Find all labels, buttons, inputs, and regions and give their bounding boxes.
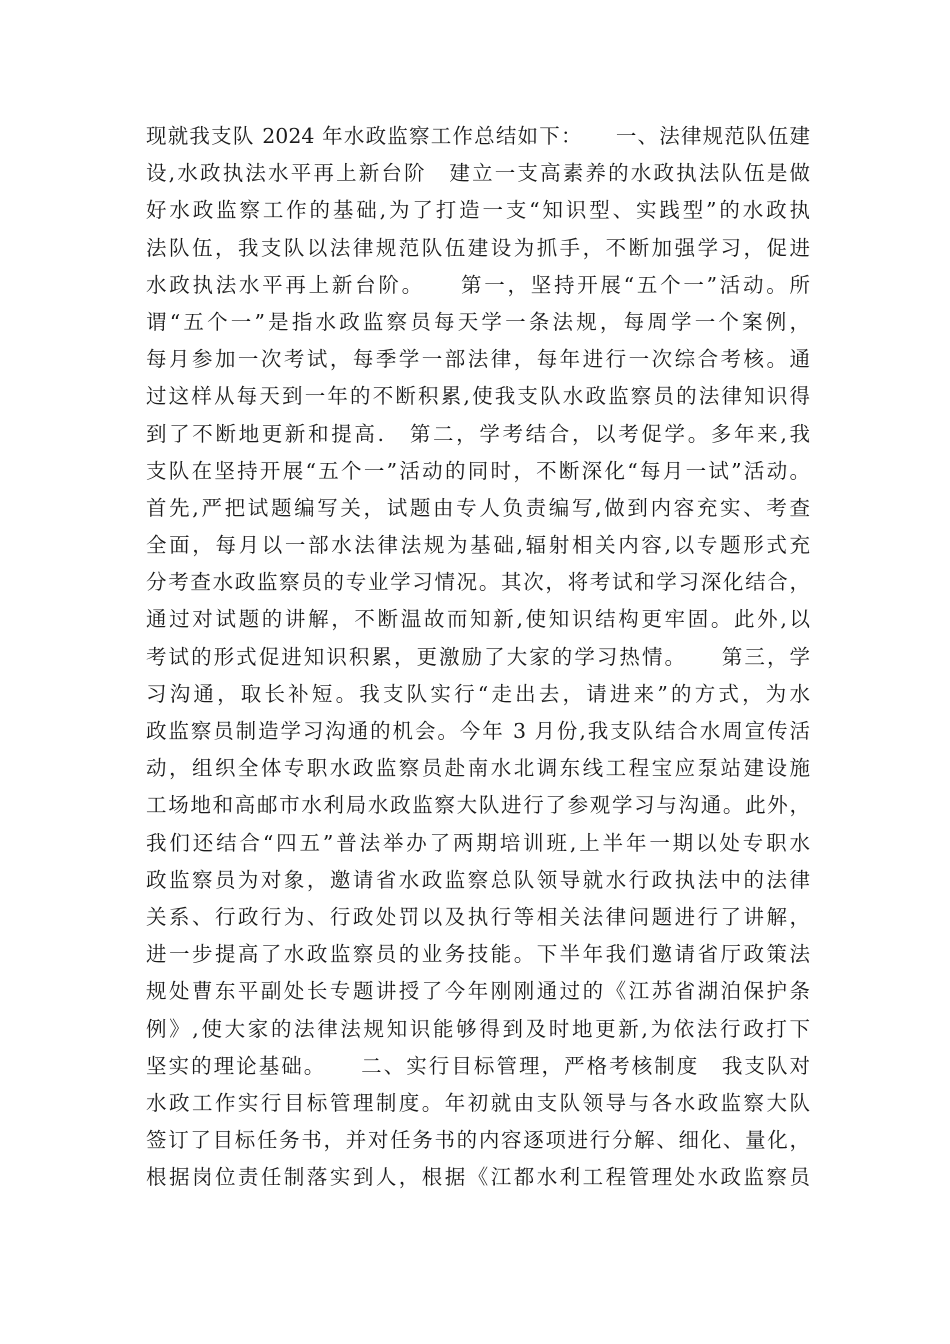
text-line: 签订了目标任务书，并对任务书的内容逐项进行分解、细化、量化， xyxy=(146,1128,810,1153)
text-line: 到了不断地更新和提高. 第二，学考结合，以考促学。多年来,我 xyxy=(146,421,810,446)
text-line: 政监察员制造学习沟通的机会。今年 3 月份,我支队结合水周宣传活 xyxy=(146,719,810,743)
text-line: 例》,使大家的法律法规知识能够得到及时地更新,为依法行政打下 xyxy=(146,1016,810,1041)
text-line: 水政工作实行目标管理制度。年初就由支队领导与各水政监察大队 xyxy=(146,1090,810,1115)
text-line: 我们还结合“四五”普法举办了两期培训班,上半年一期以处专职水 xyxy=(146,830,810,855)
text-line: 好水政监察工作的基础,为了打造一支“知识型、实践型”的水政执 xyxy=(146,198,810,223)
text-line: 工场地和高邮市水利局水政监察大队进行了参观学习与沟通。此外， xyxy=(146,793,810,818)
text-line: 进一步提高了水政监察员的业务技能。下半年我们邀请省厅政策法 xyxy=(146,942,810,967)
text-line: 坚实的理论基础。 二、实行目标管理，严格考核制度 我支队对 xyxy=(146,1053,810,1078)
text-line: 关系、行政行为、行政处罚以及执行等相关法律问题进行了讲解， xyxy=(146,904,810,929)
text-line: 分考查水政监察员的专业学习情况。其次，将考试和学习深化结合， xyxy=(146,570,810,595)
text-line: 习沟通，取长补短。我支队实行“走出去，请进来”的方式，为水 xyxy=(146,681,810,706)
body-text xyxy=(146,118,810,1196)
text-line: 首先,严把试题编写关，试题由专人负责编写,做到内容充实、考查 xyxy=(146,495,810,520)
text-line: 过这样从每天到一年的不断积累,使我支队水政监察员的法律知识得 xyxy=(146,384,810,409)
text-line: 考试的形式促进知识积累，更激励了大家的学习热情。 第三，学 xyxy=(146,644,810,669)
text-line: 全面，每月以一部水法律法规为基础,辐射相关内容,以专题形式充 xyxy=(146,533,810,558)
text-line: 支队在坚持开展“五个一”活动的同时，不断深化“每月一试”活动。 xyxy=(146,458,810,483)
text-line: 规处曹东平副处长专题讲授了今年刚刚通过的《江苏省湖泊保护条 xyxy=(146,979,810,1004)
text-line: 通过对试题的讲解，不断温故而知新,使知识结构更牢固。此外,以 xyxy=(146,607,810,632)
text-line: 设,水政执法水平再上新台阶 建立一支高素养的水政执法队伍是做 xyxy=(146,161,810,186)
text-line: 动，组织全体专职水政监察员赴南水北调东线工程宝应泵站建设施 xyxy=(146,756,810,781)
text-line: 每月参加一次考试，每季学一部法律，每年进行一次综合考核。通 xyxy=(146,347,810,372)
text-line: 根据岗位责任制落实到人，根据《江都水利工程管理处水政监察员 xyxy=(146,1165,810,1190)
text-line: 法队伍，我支队以法律规范队伍建设为抓手，不断加强学习，促进 xyxy=(146,235,810,260)
text-line: 现就我支队 2024 年水政监察工作总结如下： 一、法律规范队伍建 xyxy=(146,124,810,148)
text-line: 水政执法水平再上新台阶。 第一，坚持开展“五个一”活动。所 xyxy=(146,272,810,297)
text-line: 谓“五个一”是指水政监察员每天学一条法规，每周学一个案例， xyxy=(146,309,810,334)
text-line: 政监察员为对象，邀请省水政监察总队领导就水行政执法中的法律 xyxy=(146,867,810,892)
